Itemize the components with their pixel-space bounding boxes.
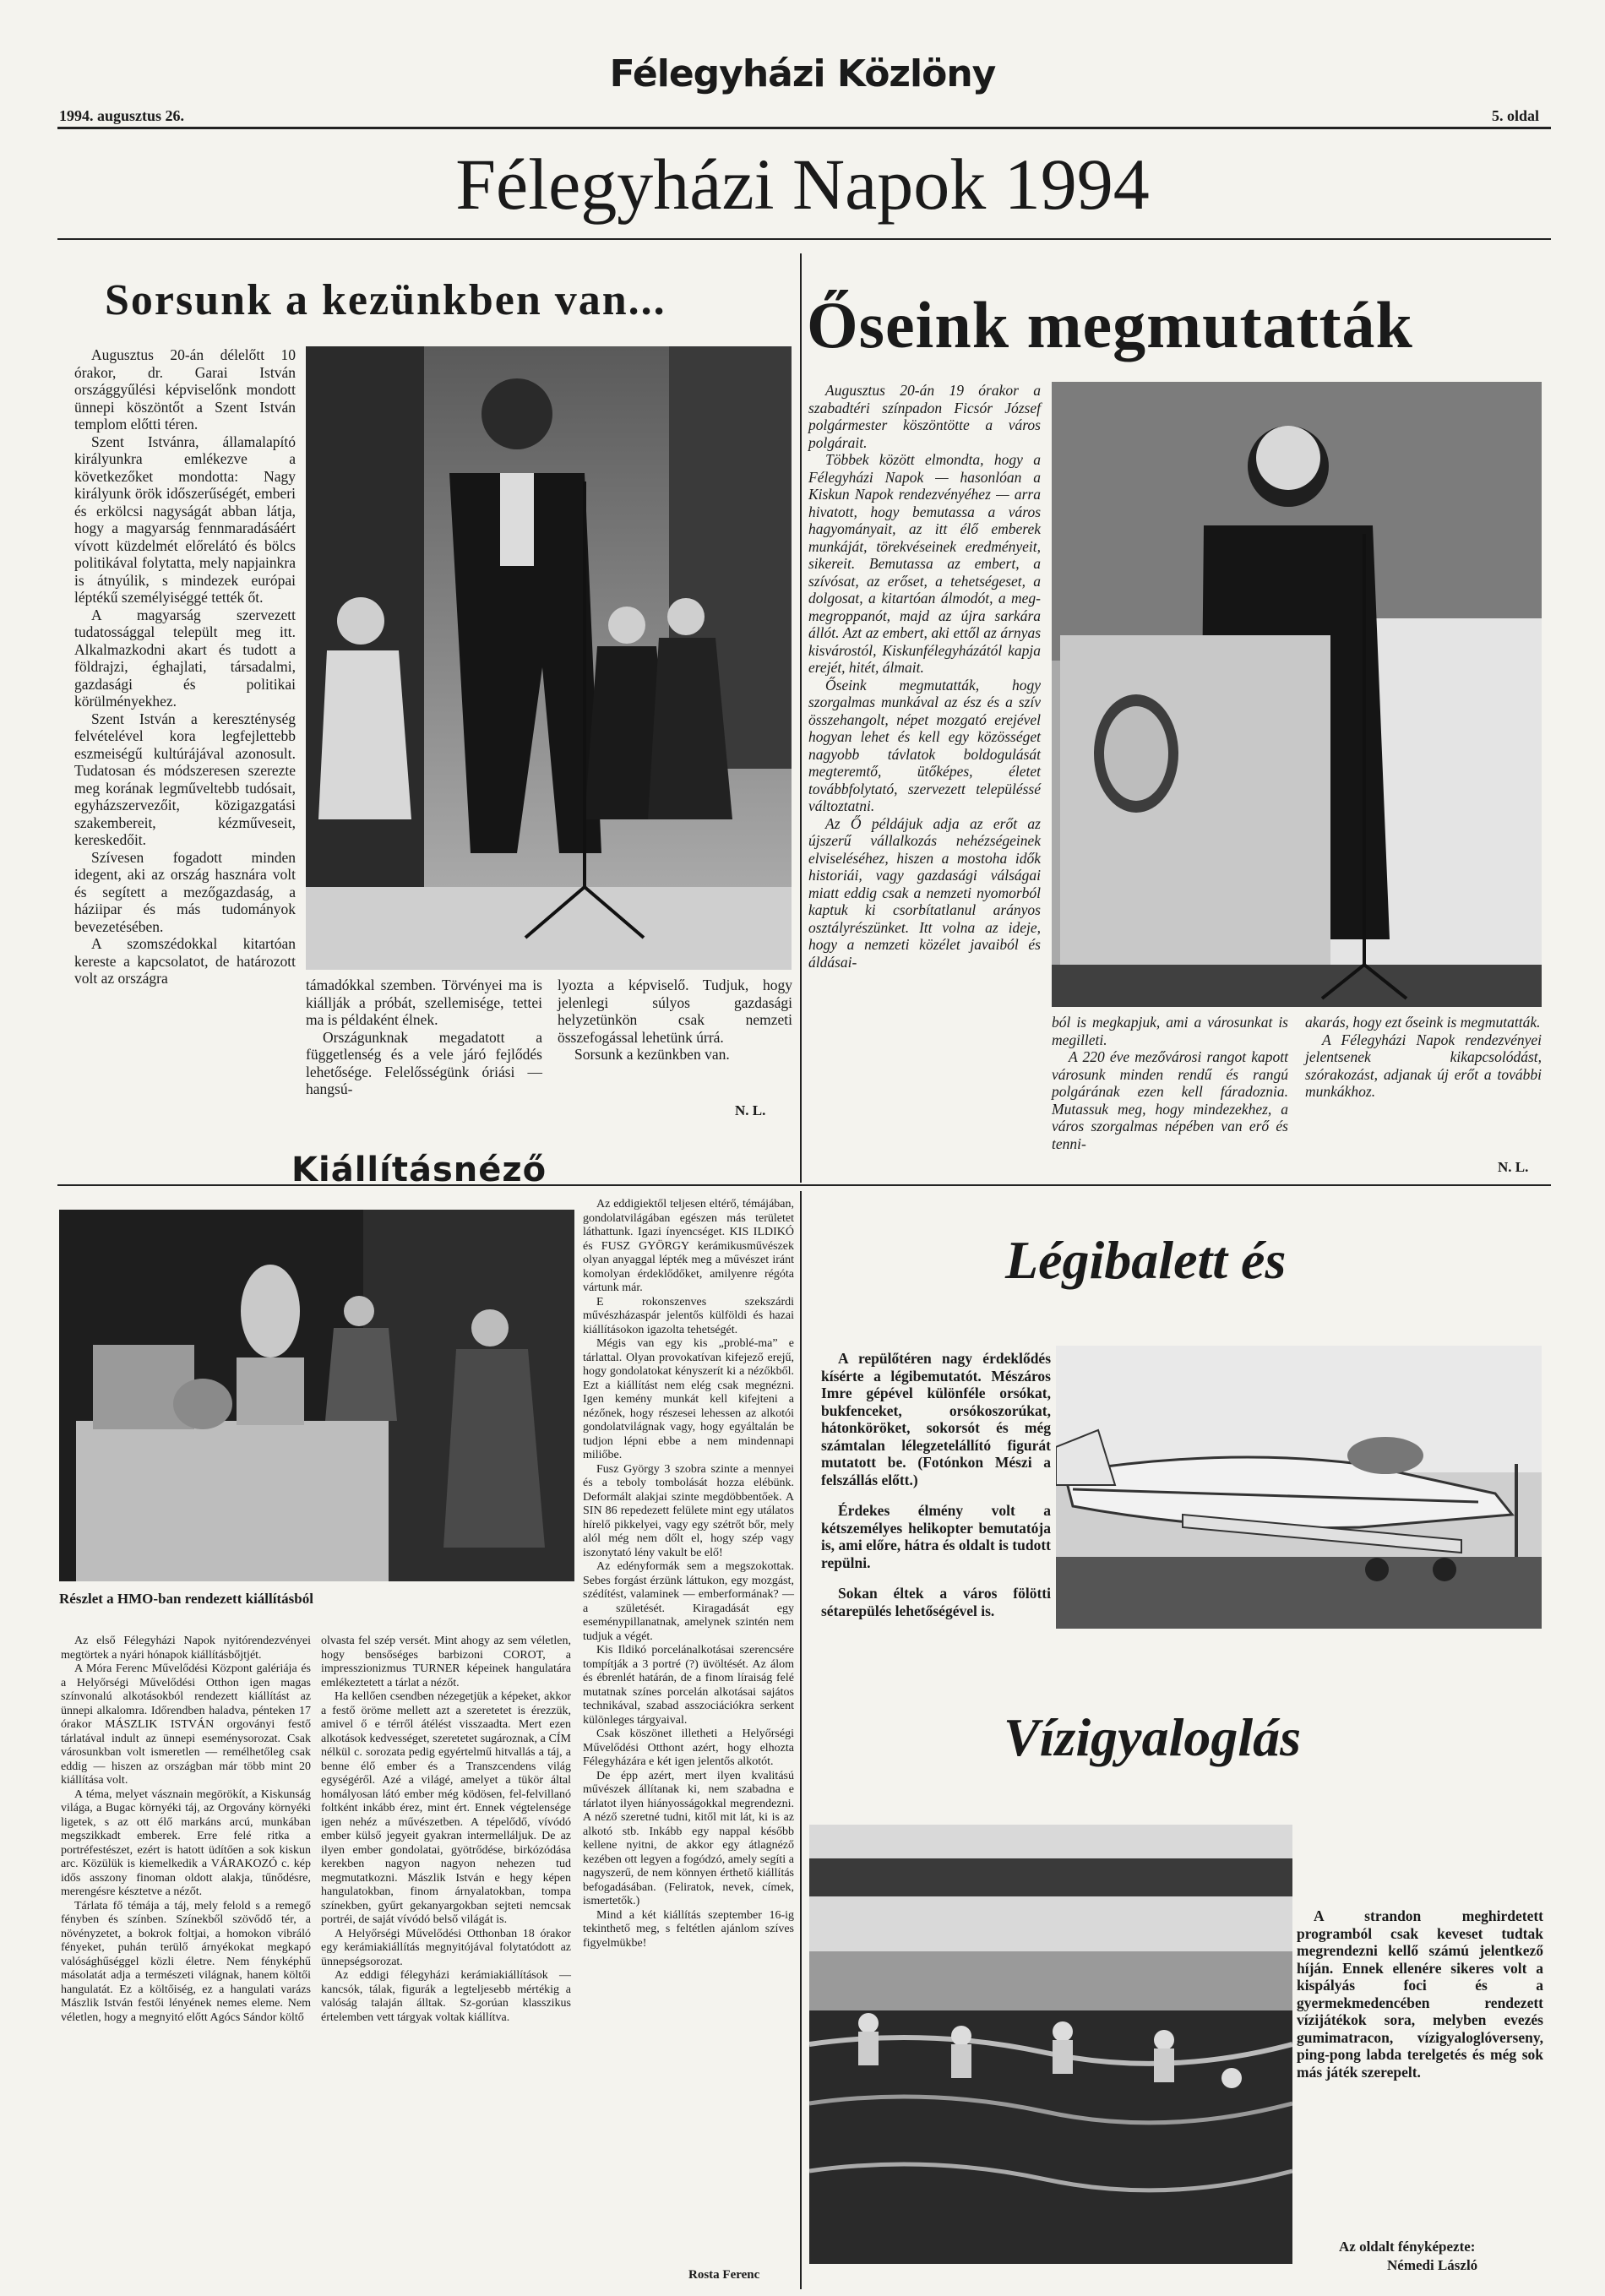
article1-paragraph: Szent István a kereszténység felvételével kora legfejlettebb eszmeiségű kultúrájával azonosult. Tudatosan és módszeresen szerezte meg korának legműveltebb tudósait, egyházszervezőit, közigazgatási szakembereit, kézműveseit, kereskedőit. — [74, 710, 296, 848]
article5-text — [1297, 1907, 1543, 2081]
article2-paragraph: A Félegyházi Napok rendezvényei jelentsenek kikapcsolódást, szórakozást, adjanak új erőt a további munkákhoz. — [1305, 1031, 1542, 1100]
article2-paragraph: A 220 éve mezővárosi rangot kapott városunk minden rendű és rangú polgárának ezen kell fáradoznia. Mutassuk meg, hogy mindezekhez, a város szorgalmas népében van erő és tenni- — [1052, 1048, 1288, 1152]
article5-headline: Vízigyaloglás — [1004, 1707, 1302, 1767]
page-title: Félegyházi Napok 1994 — [455, 144, 1150, 225]
article1-paragraph: Szívesen fogadott minden idegent, aki az ország hasznára volt és segített a mezőgazdaság, a háziipar és más tudományok bevezetésében. — [74, 848, 296, 935]
article3-paragraph: A Móra Ferenc Művelődési Központ galériája és a Helyőrségi Művelődési Otthon igen magas színvonalú alkotásokból rendezett kiállítást az ünnepi alkalomra. Időrendben haladva, pénteken 17 órakor MÁSZLIK ISTVÁN orgoványi festő tárlatával indult az ünnepi eseménysorozat. Csak városunkban volt ismeretlen — remélhetőleg csak eddig — hiszen az országban már több mint 20 kiállítása volt. — [61, 1662, 311, 1787]
article1-paragraph: A magyarság szervezett tudatossággal települt meg itt. Alkalmazkodni akart és tudott a földrajzi, éghajlati, társadalmi, gazdasági és politikai körülményekhez. — [74, 606, 296, 710]
article3-paragraph: A Helyőrségi Művelődési Otthonban 18 órakor egy kerámiakiállítás megnyitójával folytatódott az ünnepségsorozat. — [321, 1927, 571, 1968]
article4-headline: Légibalett és — [1005, 1230, 1287, 1290]
article4-photo-airplane — [1056, 1346, 1542, 1629]
article1-paragraph: A szomszédokkal kitartóan kereste a kapcsolatot, de határozott volt az országra — [74, 935, 296, 987]
article2-photo-mayor — [1052, 382, 1542, 1007]
article1-paragraph: Augusztus 20-án délelőtt 10 órakor, dr. Garai István országgyűlési képviselőnk mondott ünnepi köszöntőt a Szent István templom előtti téren. — [74, 346, 296, 433]
article2-column-2 — [1052, 1014, 1288, 1152]
article3-right-column — [583, 1198, 794, 1951]
article4-paragraph: Érdekes élmény volt a kétszemélyes helikopter bemutatója is, ami előre, hátra és oldalt is tudott repülni. — [821, 1502, 1051, 1571]
article3-paragraph: Tárlata fő témája a táj, mely felold s a remegő fényben és színben. Színekből szövődő tér, a növényzetet, a bokrok foltjai, a homokon vibráló fényeket, puhán terülő árnyékokat megkapó valósághűséggel közli életre. Nem fényképhű másolatát adja a természeti világnak, hanem költői hangulatát. Ez a költőiség, ez a hangulati varázs Mászlik István festői lényének nemes eleme. Nem véletlen, hogy a megnyitó előtt Agócs Sándor költő — [61, 1899, 311, 2024]
article3-paragraph: E rokonszenves szekszárdi művészházaspár jelentős külföldi és hazai kiállításokon igazolta tehetségét. — [583, 1295, 794, 1336]
photo-credit-name: Némedi László — [1387, 2257, 1478, 2273]
section-divider — [57, 1184, 1551, 1186]
article1-column-3 — [558, 977, 792, 1064]
article3-headline: Kiállításnéző — [291, 1151, 547, 1189]
article3-paragraph: Mégis van egy kis „problé-ma” e tárlattal. Olyan provokatívan kifejező erejű, hogy gondolatokat kényszerít ki a nézőkből. Ezt a kiállítást nem elég csak megnézni. Igen kemény munkát kell kifejteni a nézőnek, hogy részesei lehessen az alkotói gondolatvilágnak vagy, hogy egyáltalán be tudjon lépni ebbe a nem mindennapi miliőbe. — [583, 1337, 794, 1461]
article3-photo-exhibition — [59, 1210, 574, 1581]
article3-paragraph: De épp azért, mert ilyen kvalitású művészek állítanak ki, nem szabadna e tárlatot ilyen hiányosságokkal megrendezni. A néző szeretné tudni, kitől mit lát, ki is az alkotó stb. Inkább egy nappal később kellene nyitni, de akkor egy átlagnéző kezében ott legyen a fogódzó, amely segíti a nagyszerű, de nem könnyen érthető kiállítás befogadásában. (Feliratok, nevek, címek, ismertetők.) — [583, 1769, 794, 1907]
article3-bottom-column-1 — [61, 1635, 311, 2025]
article2-signature: N. L. — [1498, 1159, 1529, 1175]
column-divider — [800, 1191, 802, 2289]
article3-paragraph: Csak köszönet illetheti a Helyőrségi Művelődési Otthont azért, hogy elhozta Félegyházára e két igen jelentős alkotót. — [583, 1727, 794, 1768]
article1-signature: N. L. — [735, 1102, 766, 1118]
article5-photo-swimming-pool — [809, 1825, 1292, 2264]
article5-paragraph: A strandon meghirdetett programból csak keveset tudtak megrendezni kellő számú jelentkező híján. Ennek ellenére sikeres volt a kispályás foci és a gyermekmedencében rendezett vízijátékok sora, melyben evezés gumimatracon, vízigyaloglóverseny, ping-pong labda terelgetés és még sok más játék szerepelt. — [1297, 1907, 1543, 2081]
masthead: Félegyházi Közlöny — [609, 52, 996, 95]
article1-column-1 — [74, 346, 296, 987]
column-divider — [800, 253, 802, 1183]
article1-paragraph: lyozta a képviselő. Tudjuk, hogy jelenlegi súlyos gazdasági helyzetünkön csak nemzeti összefogással lehetünk úrrá. — [558, 977, 792, 1046]
article3-paragraph: Fusz György 3 szobra szinte a mennyei és a teboly tombolását hozza elébünk. Deformált alakjai szinte megdöbbentőek. A SIN 86 repedezett felülete mint egy utálatos hírelő pikkelyei, vagy egy szétrőt bőr, mely alól még nem dőlt el, hogy szép vagy iszonytató lény vakult be elő! — [583, 1462, 794, 1559]
article2-column-3 — [1305, 1014, 1542, 1101]
article2-paragraph: Az Ő példájuk adja az erőt az újszerű vállalkozás nehézségeinek elviseléséhez, hiszen a mostoha idők historiái, vagy gazdasági válságai miatt eddig csak a nemzeti nyomorból kaptuk ki csorbítatlanul arányos osztályrészünket. Itt volna az ideje, hogy a nemzeti közélet javaiból és áldásai- — [808, 814, 1041, 971]
article3-paragraph: Az eddigi félegyházi kerámiakiállítások — kancsók, tálak, figurák a legteljesebb mértékig a valóság talaján álltak. Sz-gorúan klasszikus értelemben vett tárgyak voltak kiállítva. — [321, 1969, 571, 2024]
article3-paragraph: Kis Ildikó porcelánalkotásai szerencsére tompítják a 3 portré (?) üvöltését. Az álom és ébrenlét határán, de a finom líraiság felé mutatnak színes porcelán alkotásai sajátos technikával, szabad asszociációkra serkent különleges tárgyaival. — [583, 1644, 794, 1727]
article3-paragraph: Mind a két kiállítás szeptember 16-ig tekinthető meg, s feltétlen ajánlom szíves figyelmükbe! — [583, 1908, 794, 1950]
article2-paragraph: ból is megkapjuk, ami a városunkat is megilleti. — [1052, 1014, 1288, 1048]
header-rule — [57, 127, 1551, 129]
article2-paragraph: Augusztus 20-án 19 órakor a szabadtéri színpadon Ficsór József polgármester köszöntötte a város polgárait. — [808, 382, 1041, 451]
article4-text — [821, 1350, 1051, 1619]
page-number: 5. oldal — [1491, 107, 1539, 124]
article3-paragraph: olvasta fel szép versét. Mint ahogy az sem véletlen, hogy bensőséges barbizoni COROT, a impresszionizmus TURNER képeinek hangulatára emlékeztetett a tárlat a nézőt. — [321, 1635, 571, 1689]
article3-paragraph: Az edényformák sem a megszokottak. Sebes forgást érzünk láttukon, egy mozgást, szédítést, valaminek — emberformának? — a születését. Kiragadását egy eseménypillanatnak, amelynek szintén nem tudjuk a végét. — [583, 1560, 794, 1643]
article4-paragraph: A repülőtéren nagy érdeklődés kísérte a légibemutatót. Mészáros Imre gépével különféle orsókat, bukfenceket, orsókoszorúkat, hátonköröket, sokorsót és még számtalan lélegzetelállító figurát mutatott be. (Fotónkon Mészi a felszállás előtt.) — [821, 1350, 1051, 1488]
article3-paragraph: Az első Félegyházi Napok nyitórendezvényei megtörtek a nyári hónapok kiállításbőjtjét. — [61, 1635, 311, 1662]
article3-bottom-column-2 — [321, 1635, 571, 2025]
photo-credit-label: Az oldalt fényképezte: — [1339, 2239, 1476, 2255]
article1-paragraph: támadókkal szemben. Törvényei ma is kiállják a próbát, szellemisége, tettei ma is példaként élnek. — [306, 977, 542, 1028]
article3-paragraph: A téma, melyet vásznain megörökít, a Kiskunság világa, a Bugac környéki táj, az Orgovány környéki ligetek, s az ott élő markáns arcú, munkában megszikkadt emberek. Erre felé ritka a portréfestészet, ezért is hatott üdítően a sok kiskun arc. Közülük is kiemelkedik a VÁRAKOZÓ c. kép idős asszony finoman oldott alakja, tűnődésre, merengésre késztetve a nézőt. — [61, 1787, 311, 1898]
article1-paragraph: Szent Istvánra, államalapító királyunkra emlékezve a következőket mondotta: Nagy királyunk örök időszerűségét, emberi és erkölcsi nagyságát abban látja, hogy a magyarság fennmaradásáért vívott küzdelmét előrelátó és bölcs politikával folytatta, mely napjainkra is átnyúlik, s mindezek európai léptékű személyiséggé tették őt. — [74, 433, 296, 606]
article1-column-2 — [306, 977, 542, 1098]
issue-date: 1994. augusztus 26. — [59, 107, 185, 124]
title-rule — [57, 238, 1551, 240]
article2-paragraph: Többek között elmondta, hogy a Félegyházi Napok — hasonlóan a Kiskun Napok rendezvényéhez — arra hivatott, hogy bemutassa a város hagyományait, az itt élő emberek munkáját, törekvéseinek eredményeit, sikereit. Bemutassa az embert, a szívósat, az erőset, a tehetségeset, a dolgosat, a kitartóan álmodót, a meg-megroppanót, majd az újra sarkára állót. Azt az embert, aki ettől az árnyas kisvárostól, Kiskunfélegyházától kapja erejét, hitét, álmait. — [808, 451, 1041, 676]
article4-paragraph: Sokan éltek a város fölötti sétarepülés lehetőségével is. — [821, 1585, 1051, 1619]
article3-photo-caption: Részlet a HMO-ban rendezett kiállításból — [59, 1591, 313, 1607]
article2-column-1 — [808, 382, 1041, 971]
article2-paragraph: akarás, hogy ezt őseink is megmutatták. — [1305, 1014, 1541, 1031]
article2-headline: Őseink megmutatták — [807, 288, 1413, 362]
article3-signature: Rosta Ferenc — [688, 2268, 760, 2282]
article3-paragraph: Ha kellően csendben nézegetjük a képeket, akkor a festő öröme mellett azt a szeretetet is érezzük, amivel ő e térről átélést visszaadta. Mert ezen alkotások kedvességet, szeretetet sugároznak, a CÍM nélkül c. sorozata pedig egyértelmű hitvallás a táj, a benne élő ember és a Transzcendens világ egységéről. Azé a világé, amelyet a tükör által homályosan látó ember még ködösen, fel-felvillanó foltként inkább érez, mint ért. Ennek végtelensége igen nehéz a művészetben. A tépelődő, vívódó ember külső jegyeit gyakran intermelláljuk. De az ilyen ember gondolatai, gyötrődése, birkózódása kerekben nagyon nagyon nehezen tud megmutatkozni. Mászlik István e hegy képen hangulatokban, finom árnyalatokban, tompa színekben, gyűrt gekanyargokban sejteti nemcsak portréi, de saját vívódó belső világát is. — [321, 1690, 571, 1926]
article2-paragraph: Őseink megmutatták, hogy szorgalmas munkával az ész és a szív összehangolt, népet mozgató erejével hogyan lehet és kell egy közösséget nagyobb távlatok boldogulását megteremtő, ütőképes, életet továbbfolytató, szervezett településsé változtatni. — [808, 676, 1041, 814]
article1-paragraph: Sorsunk a kezünkben van. — [574, 1046, 730, 1063]
article1-headline: Sorsunk a kezünkben van... — [105, 276, 666, 324]
article1-paragraph: Országunknak megadatott a függetlenség és a vele járó fejlődés lehetősége. Felelősségünk óriási — hangsú- — [306, 1028, 542, 1097]
article1-photo-speaker — [306, 346, 792, 970]
article3-paragraph: Az eddigiektől teljesen eltérő, témájában, gondolatvilágában egészen más területet láthattunk. Igazi ínyencséget. KIS ILDIKÓ és FUSZ GYÖRGY kerámikusművészek olyan anyaggal lépték meg a művészet iránt komolyan érdeklődőket, amilyenre régóta vártunk már. — [583, 1198, 794, 1294]
